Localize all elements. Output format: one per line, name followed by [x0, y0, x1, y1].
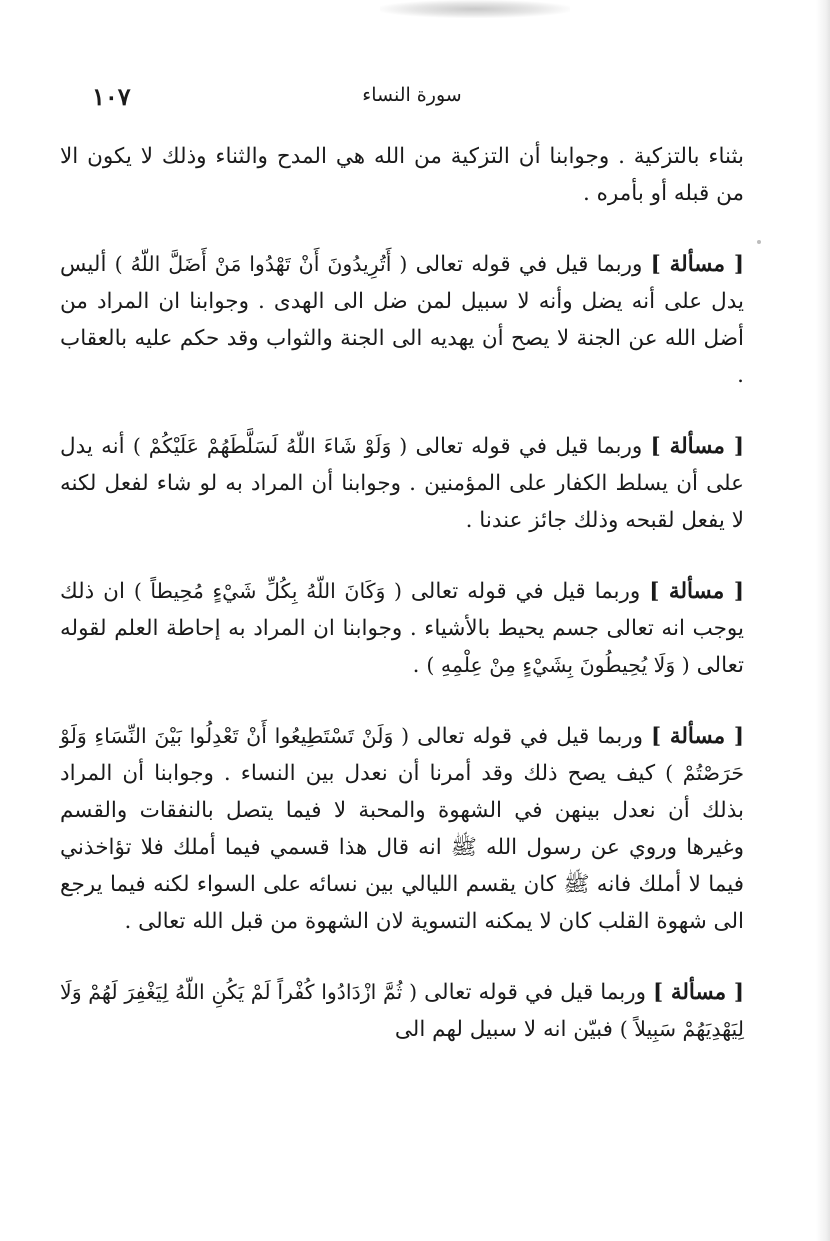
quran-quote: ( وَكَانَ اللّهُ بِكُلِّ شَيْءٍ مُحِيطاً ): [133, 579, 402, 603]
paragraph-text: بثناء بالتزكية . وجوابنا أن التزكية من الله هي المدح والثناء وذلك لا يكون الا من قبله أو بأمره .: [60, 144, 744, 206]
quran-quote: ( ثُمَّ ازْدَادُوا كُفْراً لَمْ يَكُنِ اللّهُ لِيَغْفِرَ لَهُمْ وَلَا لِيَهْدِيَهُمْ سَبِيلاً ): [60, 980, 744, 1041]
paragraph-5: [60, 718, 744, 940]
quran-quote: ( وَلَوْ شَاءَ اللّهُ لَسَلَّطَهُمْ عَلَيْكُمْ ): [132, 434, 408, 458]
paragraph-4: [60, 573, 744, 684]
issue-label: [ مسألة ]: [653, 980, 745, 1005]
page-body: [60, 138, 744, 1082]
paragraph-text: أليس يدل على أنه يضل وأنه لا سبيل لمن ضل الى الهدى . وجوابنا ان المراد من أضل الله عن الجنة لا يصح أن يهديه الى الجنة والثواب وقد حكم عليه بالعقاب .: [60, 252, 744, 388]
issue-label: [ مسألة ]: [650, 252, 745, 277]
paragraph-intro: وربما قيل في قوله تعالى: [401, 579, 650, 604]
quran-quote: ( أَتُرِيدُونَ أَنْ تَهْدُوا مَنْ أَضَلَّ اللّهُ ): [114, 252, 408, 276]
scan-speck: [757, 240, 761, 244]
surah-title: سورة النساء: [362, 84, 462, 106]
paragraph-intro: وربما قيل في قوله تعالى: [417, 980, 653, 1005]
paragraph-text: كيف يصح ذلك وقد أمرنا أن نعدل بين النساء . وجوابنا أن المراد بذلك أن نعدل بينهن في الشهوة والمحبة لا فيما يتصل بالنفقات والقسم وغيرها وروي عن رسول الله ﷺ انه قال هذا قسمي فيما أملك فلا تؤاخذني فيما لا أملك فانه ﷺ كان يقسم الليالي بين نسائه على السواء لكنه فيما يرجع الى شهوة القلب كان لا يمكنه التسوية لان الشهوة من قبل الله تعالى .: [60, 761, 744, 934]
page-number: ١٠٧: [92, 82, 131, 111]
issue-label: [ مسألة ]: [649, 579, 744, 604]
paragraph-2: [60, 246, 744, 394]
paragraph-text: أنه يدل على أن يسلط الكفار على المؤمنين . وجوابنا أن المراد به لو شاء لفعل لكنه لا يفعل لقبحه وذلك جائز عندنا .: [60, 434, 744, 533]
quran-quote: ( وَلَنْ تَسْتَطِيعُوا أَنْ تَعْدِلُوا بَيْنَ النِّسَاءِ وَلَوْ حَرَصْتُمْ ): [60, 724, 744, 785]
quran-quote-2: ( وَلَا يُحِيطُونَ بِشَيْءٍ مِنْ عِلْمِهِ ): [426, 653, 690, 677]
page-edge-shadow: [816, 0, 830, 1241]
issue-label: [ مسألة ]: [650, 434, 744, 459]
paragraph-text: ان ذلك يوجب انه تعالى جسم يحيط بالأشياء . وجوابنا ان المراد به إحاطة العلم لقوله تعالى: [60, 579, 744, 678]
paragraph-end: .: [412, 653, 427, 678]
paragraph-3: [60, 428, 744, 539]
issue-label: [ مسألة ]: [651, 724, 744, 749]
paragraph-intro: وربما قيل في قوله تعالى: [407, 252, 651, 277]
scan-shadow: [380, 0, 570, 18]
paragraph-intro: وربما قيل في قوله تعالى: [407, 434, 651, 459]
paragraph-6: [60, 974, 744, 1048]
paragraph-text: فبيّن انه لا سبيل لهم الى: [394, 1017, 620, 1042]
page-header: [92, 84, 732, 114]
paragraph-intro: وربما قيل في قوله تعالى: [409, 724, 651, 749]
paragraph-1: [60, 138, 744, 212]
